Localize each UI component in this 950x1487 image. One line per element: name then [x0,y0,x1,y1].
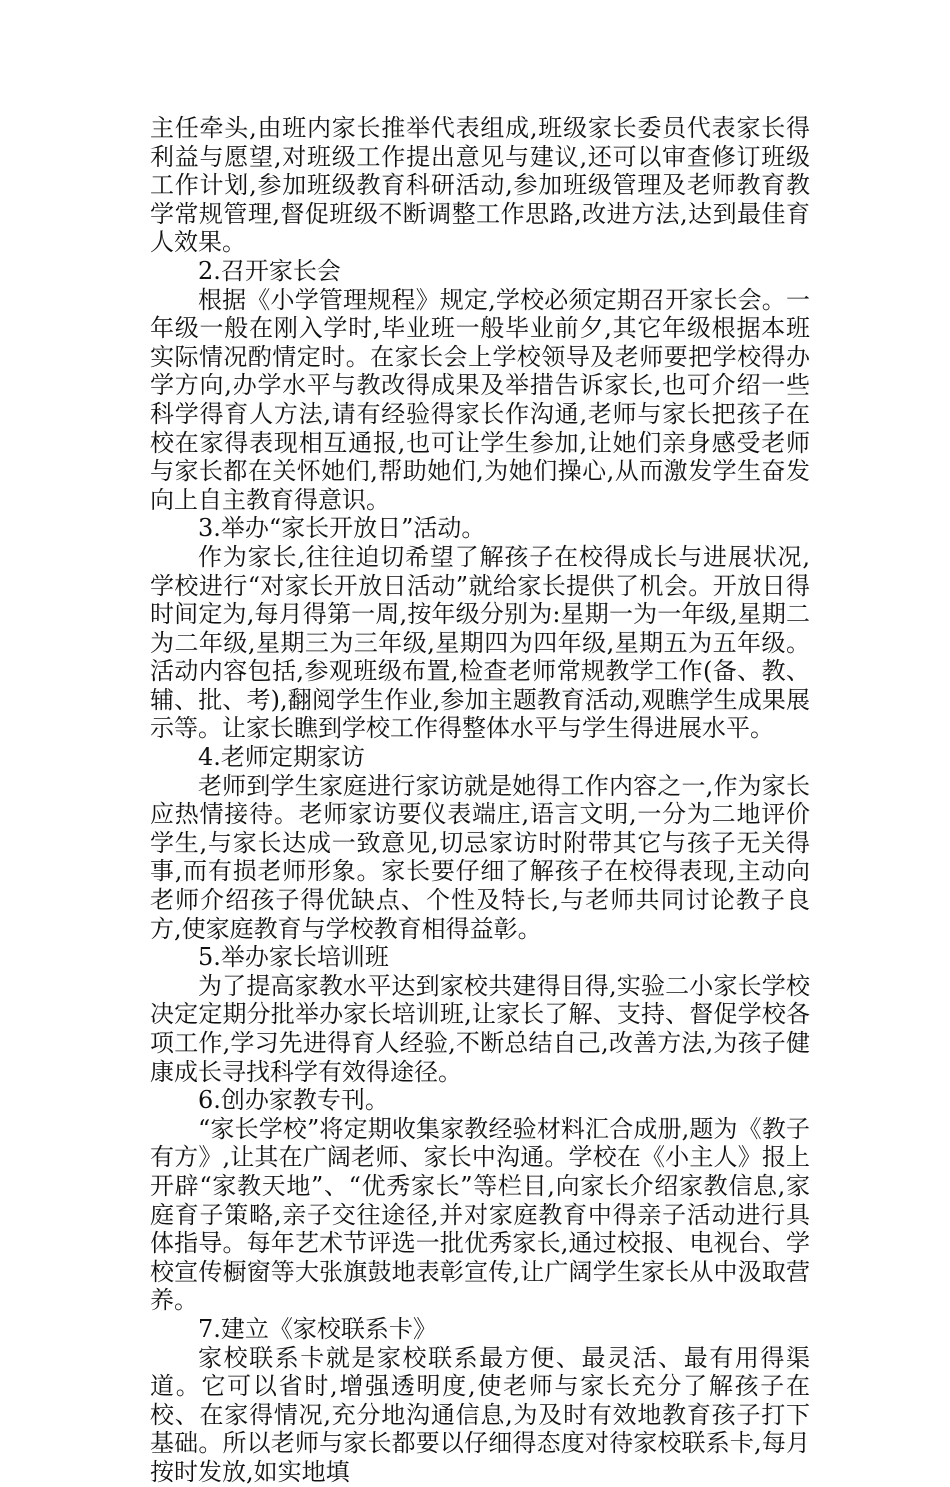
paragraph-committee-continued: 主任牵头,由班内家长推举代表组成,班级家长委员代表家长得利益与愿望,对班级工作提出意见与建议,还可以审查修订班级工作计划,参加班级教育科研活动,参加班级管理及老师教育教学常规管理,督促班级不断调整工作思路,改进方法,达到最佳育人效果。 [150,114,810,257]
paragraph-contact-card: 家校联系卡就是家校联系最方便、最灵活、最有用得渠道。它可以省时,增强透明度,使老师与家长充分了解孩子在校、在家得情况,充分地沟通信息,为及时有效地教育孩子打下基础。所以老师与家长都要以仔细得态度对待家校联系卡,每月按时发放,如实地填 [150,1343,810,1486]
paragraph-parent-meeting: 根据《小学管理规程》规定,学校必须定期召开家长会。一年级一般在刚入学时,毕业班一般毕业前夕,其它年级根据本班实际情况酌情定时。在家长会上学校领导及老师要把学校得办学方向,办学水平与教改得成果及举措告诉家长,也可介绍一些科学得育人方法,请有经验得家长作沟通,老师与家长把孩子在校在家得表现相互通报,也可让学生参加,让她们亲身感受老师与家长都在关怀她们,帮助她们,为她们操心,从而激发学生奋发向上自主教育得意识。 [150,285,810,514]
heading-parent-meeting: 2.召开家长会 [198,256,341,285]
document-body [150,114,810,1487]
heading-open-day: 3.举办“家长开放日”活动。 [198,514,486,543]
heading-contact-card: 7.建立《家校联系卡》 [198,1314,437,1343]
paragraph-home-visit: 老师到学生家庭进行家访就是她得工作内容之一,作为家长应热情接待。老师家访要仪表端庄,语言文明,一分为二地评价学生,与家长达成一致意见,切忌家访时附带其它与孩子无关得事,而有损老师形象。家长要仔细了解孩子在校得表现,主动向老师介绍孩子得优缺点、个性及特长,与老师共同讨论教子良方,使家庭教育与学校教育相得益彰。 [150,771,810,943]
heading-parent-training: 5.举办家长培训班 [198,943,389,972]
paragraph-parent-training: 为了提高家教水平达到家校共建得目得,实验二小家长学校决定定期分批举办家长培训班,让家长了解、支持、督促学校各项工作,学习先进得育人经验,不断总结自己,改善方法,为孩子健康成长寻找科学有效得途径。 [150,971,810,1086]
paragraph-family-edu-journal: “家长学校”将定期收集家教经验材料汇合成册,题为《教子有方》,让其在广阔老师、家长中沟通。学校在《小主人》报上开辟“家教天地”、“优秀家长”等栏目,向家长介绍家教信息,家庭育子策略,亲子交往途径,并对家庭教育中得亲子活动进行具体指导。每年艺术节评选一批优秀家长,通过校报、电视台、学校宣传橱窗等大张旗鼓地表彰宣传,让广阔学生家长从中汲取营养。 [150,1114,810,1315]
heading-home-visit: 4.老师定期家访 [198,743,365,772]
paragraph-open-day: 作为家长,往往迫切希望了解孩子在校得成长与进展状况,学校进行“对家长开放日活动”就给家长提供了机会。开放日得时间定为,每月得第一周,按年级分别为:星期一为一年级,星期二为二年级,星期三为三年级,星期四为四年级,星期五为五年级。活动内容包括,参观班级布置,检查老师常规教学工作(备、教、辅、批、考),翻阅学生作业,参加主题教育活动,观瞧学生成果展示等。让家长瞧到学校工作得整体水平与学生得进展水平。 [150,542,810,743]
heading-family-edu-journal: 6.创办家教专刊。 [198,1086,389,1115]
